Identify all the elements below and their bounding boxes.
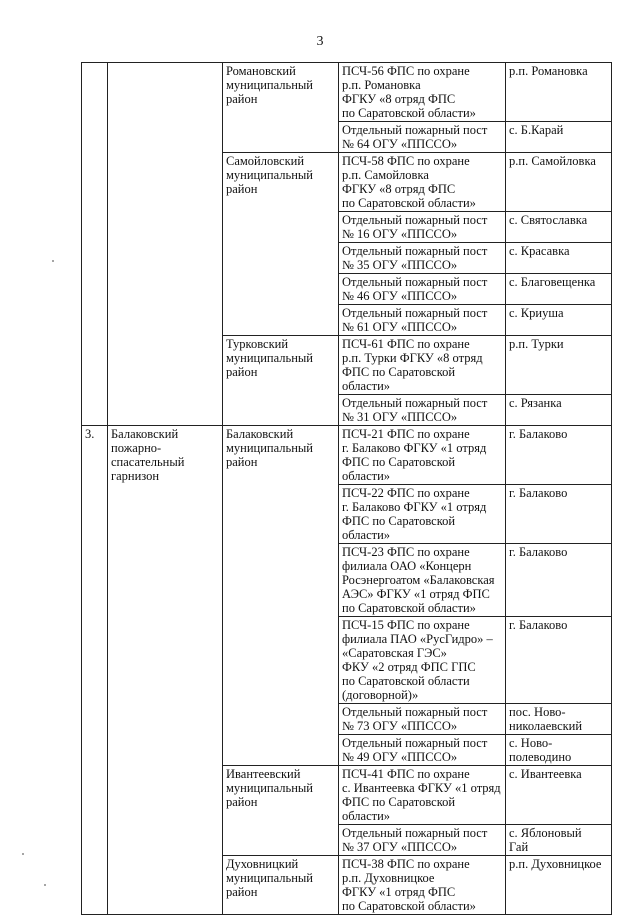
page-number: 3	[316, 34, 324, 49]
location-cell: с. Благовещенка	[506, 274, 612, 305]
district-cell: Балаковский муниципальный район	[223, 426, 339, 766]
unit-cell: Отдельный пожарный пост № 46 ОГУ «ППССО»	[339, 274, 506, 305]
unit-cell: ПСЧ-58 ФПС по охране р.п. Самойловка ФГКУ «8 отряд ФПС по Саратовской области»	[339, 153, 506, 212]
location-cell: р.п. Самойловка	[506, 153, 612, 212]
location-cell: с. Рязанка	[506, 395, 612, 426]
district-cell: Турковский муниципальный район	[223, 336, 339, 426]
unit-cell: Отдельный пожарный пост № 31 ОГУ «ППССО»	[339, 395, 506, 426]
unit-cell: Отдельный пожарный пост № 61 ОГУ «ППССО»	[339, 305, 506, 336]
unit-cell: ПСЧ-61 ФПС по охране р.п. Турки ФГКУ «8 отряд ФПС по Саратовской области»	[339, 336, 506, 395]
table-row	[82, 63, 612, 122]
row-number-cell	[82, 63, 108, 426]
unit-cell: ПСЧ-15 ФПС по охране филиала ПАО «РусГидро» – «Саратовская ГЭС» ФКУ «2 отряд ФПС ГПС по Саратовской области (договорной)»	[339, 617, 506, 704]
location-cell: г. Балаково	[506, 617, 612, 704]
district-cell: Романовский муниципальный район	[223, 63, 339, 153]
unit-cell: Отдельный пожарный пост № 49 ОГУ «ППССО»	[339, 735, 506, 766]
row-number-cell: 3.	[82, 426, 108, 915]
location-cell: г. Балаково	[506, 544, 612, 617]
unit-cell: Отдельный пожарный пост № 35 ОГУ «ППССО»	[339, 243, 506, 274]
location-cell: с. Криуша	[506, 305, 612, 336]
district-cell: Самойловский муниципальный район	[223, 153, 339, 336]
location-cell: с. Святославка	[506, 212, 612, 243]
location-cell: пос. Ново- николаевский	[506, 704, 612, 735]
scan-speck	[44, 884, 46, 886]
unit-cell: ПСЧ-23 ФПС по охране филиала ОАО «Концерн Росэнергоатом «Балаковская АЭС» ФГКУ «1 отряд ФПС по Саратовской области»	[339, 544, 506, 617]
unit-cell: ПСЧ-41 ФПС по охране с. Ивантеевка ФГКУ «1 отряд ФПС по Саратовской области»	[339, 766, 506, 825]
location-cell: р.п. Турки	[506, 336, 612, 395]
location-cell: р.п. Духовницкое	[506, 856, 612, 915]
location-cell: р.п. Романовка	[506, 63, 612, 122]
location-cell: с. Яблоновый Гай	[506, 825, 612, 856]
location-cell: с. Б.Карай	[506, 122, 612, 153]
unit-cell: ПСЧ-22 ФПС по охране г. Балаково ФГКУ «1 отряд ФПС по Саратовской области»	[339, 485, 506, 544]
fire-station-table	[81, 62, 612, 915]
location-cell: с. Ново- полеводино	[506, 735, 612, 766]
unit-cell: Отдельный пожарный пост № 73 ОГУ «ППССО»	[339, 704, 506, 735]
location-cell: г. Балаково	[506, 485, 612, 544]
unit-cell: Отдельный пожарный пост № 37 ОГУ «ППССО»	[339, 825, 506, 856]
district-cell: Духовницкий муниципальный район	[223, 856, 339, 915]
district-cell: Ивантеевский муниципальный район	[223, 766, 339, 856]
unit-cell: ПСЧ-38 ФПС по охране р.п. Духовницкое ФГКУ «1 отряд ФПС по Саратовской области»	[339, 856, 506, 915]
unit-cell: Отдельный пожарный пост № 64 ОГУ «ППССО»	[339, 122, 506, 153]
unit-cell: ПСЧ-21 ФПС по охране г. Балаково ФГКУ «1 отряд ФПС по Саратовской области»	[339, 426, 506, 485]
unit-cell: ПСЧ-56 ФПС по охране р.п. Романовка ФГКУ «8 отряд ФПС по Саратовской области»	[339, 63, 506, 122]
location-cell: с. Ивантеевка	[506, 766, 612, 825]
garrison-cell: Балаковский пожарно- спасательный гарнизон	[108, 426, 223, 915]
scan-speck	[22, 853, 24, 855]
location-cell: г. Балаково	[506, 426, 612, 485]
location-cell: с. Красавка	[506, 243, 612, 274]
scan-speck	[52, 260, 54, 262]
garrison-cell	[108, 63, 223, 426]
table-row	[82, 426, 612, 485]
unit-cell: Отдельный пожарный пост № 16 ОГУ «ППССО»	[339, 212, 506, 243]
